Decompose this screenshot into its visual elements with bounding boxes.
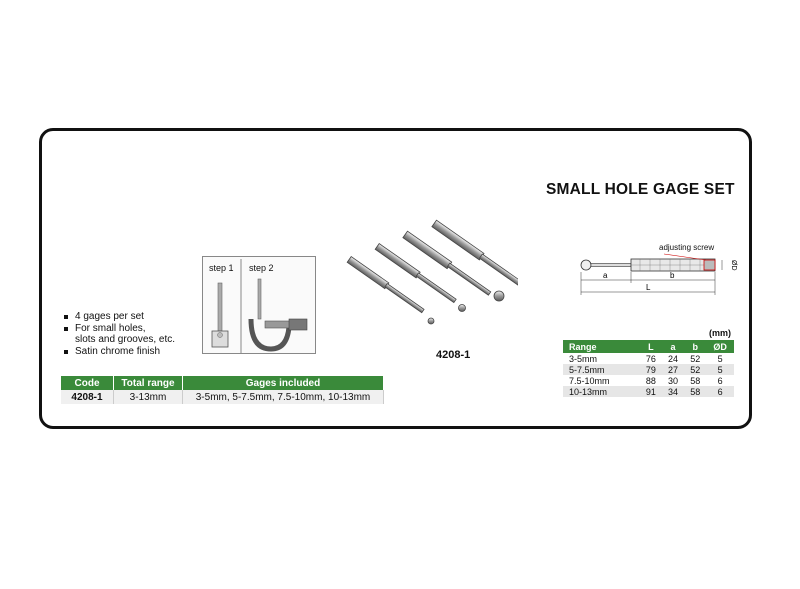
D-cell: 6 bbox=[706, 386, 734, 397]
table-row bbox=[563, 375, 734, 386]
a-cell: 34 bbox=[662, 386, 684, 397]
gages-included-cell: 3-5mm, 5-7.5mm, 7.5-10mm, 10-13mm bbox=[183, 390, 384, 404]
bullet-icon bbox=[64, 327, 68, 331]
bullet-icon bbox=[64, 315, 68, 319]
dim-a-label: a bbox=[603, 271, 608, 280]
L-cell: 79 bbox=[640, 364, 662, 375]
L-cell: 76 bbox=[645, 353, 656, 364]
bullet-icon bbox=[64, 350, 68, 354]
table-row bbox=[61, 390, 384, 404]
total-range-cell: 3-13mm bbox=[114, 390, 183, 404]
b-cell: 58 bbox=[684, 386, 706, 397]
feature-item-continued: slots and grooves, etc. bbox=[75, 334, 176, 346]
a-cell: 27 bbox=[662, 364, 684, 375]
steps-drawing bbox=[203, 257, 317, 355]
dim-b-label: b bbox=[670, 271, 675, 280]
total-range-header: Total range bbox=[114, 376, 183, 390]
D-cell: 6 bbox=[717, 375, 723, 386]
dim-D-label: ØD bbox=[730, 260, 737, 271]
dimension-table bbox=[563, 340, 734, 397]
b-header: b bbox=[684, 340, 706, 353]
b-cell: 58 bbox=[690, 375, 701, 386]
product-title: SMALL HOLE GAGE SET bbox=[546, 181, 735, 198]
feature-item: 4 gages per set bbox=[62, 311, 175, 323]
L-header: L bbox=[640, 340, 662, 353]
usage-steps-illustration bbox=[202, 256, 316, 354]
L-cell: 91 bbox=[640, 386, 662, 397]
D-cell: 5 bbox=[717, 353, 723, 364]
D-cell: 5 bbox=[706, 364, 734, 375]
code-header: Code bbox=[61, 376, 114, 390]
table-row bbox=[563, 353, 734, 364]
feature-item: For small holes, bbox=[62, 323, 175, 335]
model-number: 4208-1 bbox=[436, 349, 471, 361]
dimension-diagram bbox=[570, 240, 740, 298]
gages-included-header: Gages included bbox=[183, 376, 384, 390]
gage-1 bbox=[347, 257, 434, 324]
feature-list bbox=[62, 311, 175, 357]
adjusting-screw-label: adjusting screw bbox=[659, 243, 715, 252]
table-row bbox=[563, 386, 734, 397]
gage-set-image bbox=[338, 212, 518, 332]
a-header: a bbox=[662, 340, 684, 353]
code-cell: 4208-1 bbox=[61, 390, 114, 404]
gage-2 bbox=[375, 244, 465, 312]
step2-label: step 2 bbox=[249, 263, 274, 273]
range-cell: 5-7.5mm bbox=[563, 364, 640, 375]
dim-L-label: L bbox=[646, 283, 651, 292]
a-cell: 30 bbox=[668, 375, 679, 386]
D-header: ØD bbox=[706, 340, 734, 353]
b-cell: 52 bbox=[684, 364, 706, 375]
code-table bbox=[61, 376, 384, 404]
range-cell: 10-13mm bbox=[563, 386, 640, 397]
units-label: (mm) bbox=[709, 328, 731, 338]
a-cell: 24 bbox=[668, 353, 679, 364]
range-cell: 7.5-10mm bbox=[569, 375, 610, 386]
table-row bbox=[563, 364, 734, 375]
range-cell: 3-5mm bbox=[569, 353, 598, 364]
range-header: Range bbox=[563, 340, 640, 353]
b-cell: 52 bbox=[690, 353, 701, 364]
feature-item: Satin chrome finish bbox=[62, 346, 175, 358]
L-cell: 88 bbox=[645, 375, 656, 386]
step1-label: step 1 bbox=[209, 263, 234, 273]
